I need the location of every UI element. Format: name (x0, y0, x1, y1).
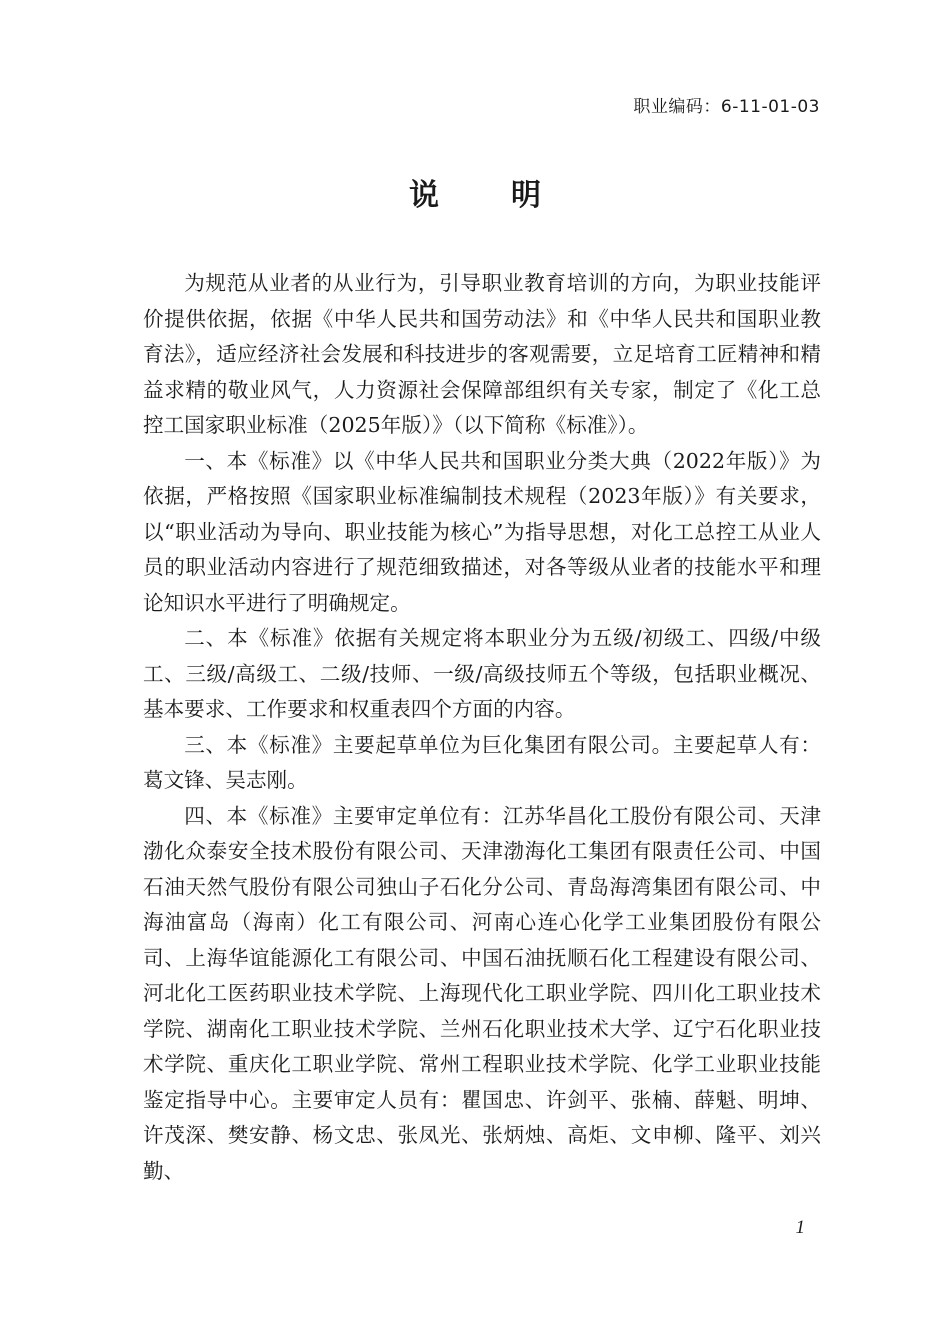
paragraph-item-2: 二、本《标准》依据有关规定将本职业分为五级/初级工、四级/中级工、三级/高级工、二级/技师、一级/高级技师五个等级，包括职业概况、基本要求、工作要求和权重表四个方面的内容。 (143, 626, 821, 721)
intro-paragraph: 为规范从业者的从业行为，引导职业教育培训的方向，为职业技能评价提供依据，依据《中华人民共和国劳动法》和《中华人民共和国职业教育法》，适应经济社会发展和科技进步的客观需要，立足培育工匠精神和精益求精的敬业风气，人力资源社会保障部组织有关专家，制定了《化工总控工国家职业标准（2025年版）》（以下简称《标准》）。 (143, 271, 821, 437)
document-body (143, 266, 821, 1189)
page-title: 说明 (409, 178, 613, 213)
paragraph-item-4: 四、本《标准》主要审定单位有：江苏华昌化工股份有限公司、天津渤化众泰安全技术股份有限公司、天津渤海化工集团有限责任公司、中国石油天然气股份有限公司独山子石化分公司、青岛海湾集团有限公司、中海油富岛（海南）化工有限公司、河南心连心化学工业集团股份有限公司、上海华谊能源化工有限公司、中国石油抚顺石化工程建设有限公司、河北化工医药职业技术学院、上海现代化工职业学院、四川化工职业技术学院、湖南化工职业技术学院、兰州石化职业技术大学、辽宁石化职业技术学院、重庆化工职业学院、常州工程职业技术学院、化学工业职业技能鉴定指导中心。主要审定人员有：瞿国忠、许剑平、张楠、薛魁、明坤、许茂深、樊安静、杨文忠、张凤光、张炳烛、高炬、文申柳、隆平、刘兴勤、 (143, 803, 821, 1183)
paragraph-item-1: 一、本《标准》以《中华人民共和国职业分类大典（2022年版）》为依据，严格按照《国家职业标准编制技术规程（2023年版）》有关要求，以“职业活动为导向、职业技能为核心”为指导思想，对化工总控工从业人员的职业活动内容进行了规范细致描述，对各等级从业者的技能水平和理论知识水平进行了明确规定。 (143, 448, 821, 615)
page-number: 1 (795, 1217, 805, 1238)
paragraph-item-3: 三、本《标准》主要起草单位为巨化集团有限公司。主要起草人有：葛文锋、吴志刚。 (143, 732, 821, 792)
occupation-code: 职业编码：6-11-01-03 (633, 97, 820, 117)
